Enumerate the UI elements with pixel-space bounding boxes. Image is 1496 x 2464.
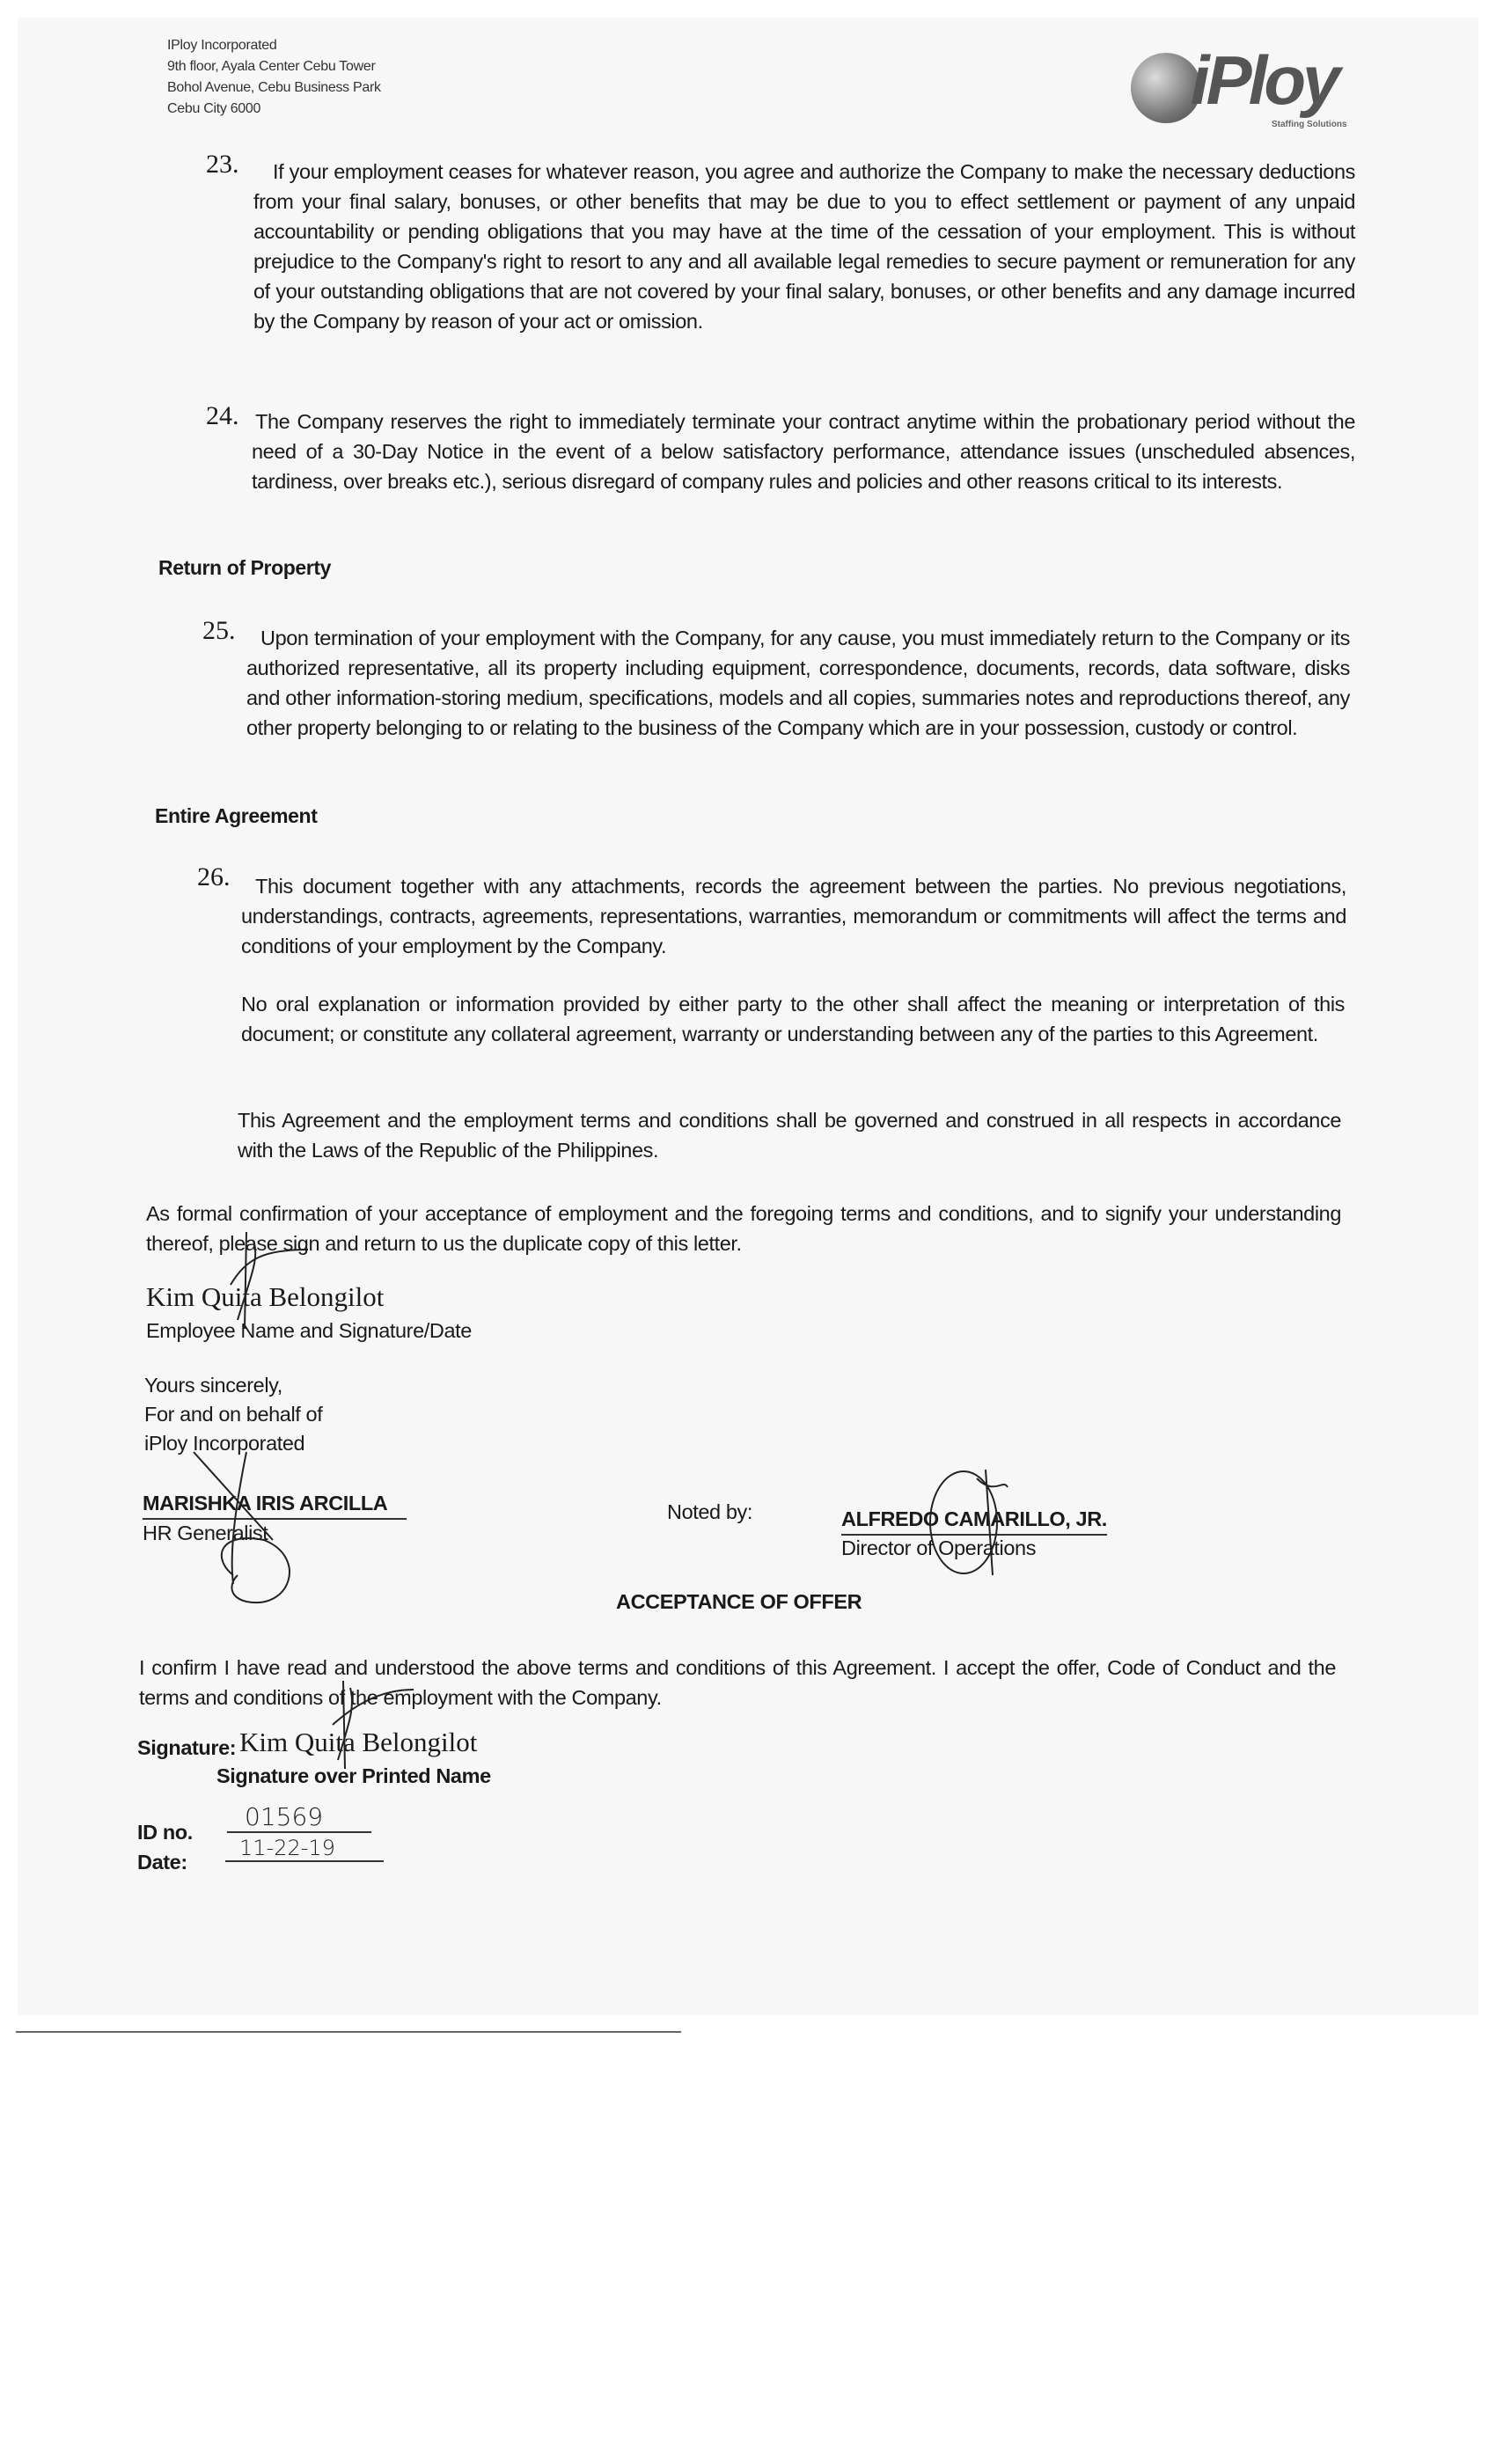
heading-acceptance: ACCEPTANCE OF OFFER xyxy=(616,1590,862,1613)
signature-name: Kim Quita Belongilot xyxy=(239,1727,478,1757)
hr-name: MARISHKA IRIS ARCILLA xyxy=(143,1489,407,1520)
governing-law-paragraph: This Agreement and the employment terms and conditions shall be governed and construed in all respects in accordance with the Laws of the Republic of the Philippines. xyxy=(238,1109,1341,1162)
noted-by-label: Noted by: xyxy=(667,1500,752,1523)
closing-line: For and on behalf of xyxy=(144,1403,323,1426)
clause-number: 24. xyxy=(206,401,239,430)
id-label: ID no. xyxy=(137,1821,193,1844)
clause-text: The Company reserves the right to immediately terminate your contract anytime within the probationary period without the need of a 30-Day Notice in the event of a below satisfactory performance, attendance issues (unscheduled absences, tardiness, over breaks etc.), serious disregard of company rules and policies and other reasons critical to its interests. xyxy=(252,410,1355,493)
hr-signature xyxy=(176,1443,334,1619)
confirmation-paragraph: As formal confirmation of your acceptance of employment and the foregoing terms and conditions, and to signify your understanding thereof, please sign and return to us the duplicate copy of this letter. xyxy=(146,1202,1341,1255)
no-oral-paragraph: No oral explanation or information provided by either party to the other shall affect the meaning or interpretation of this document; or constitute any collateral agreement, warranty or understanding between any of the parties to this Agreement. xyxy=(241,993,1345,1045)
company-address xyxy=(167,35,381,120)
logo-text: iPloy xyxy=(1191,41,1338,119)
date-label: Date: xyxy=(137,1851,187,1874)
address-line: Bohol Avenue, Cebu Business Park xyxy=(167,80,381,95)
employee-signature xyxy=(211,1223,317,1346)
company-logo xyxy=(1131,41,1368,136)
date-value: 11-22-19 xyxy=(225,1836,384,1862)
signature-label: Signature: xyxy=(137,1736,237,1759)
director-title: Director of Operations xyxy=(841,1536,1037,1559)
employee-name: Kim Quita Belongilot xyxy=(146,1281,385,1312)
clause-text: If your employment ceases for whatever reason, you agree and authorize the Company to make the necessary deductions from your final salary, bonuses, or other benefits that may be due to you to effect settlement or payment of any unpaid accountability or pending obligations that you may have at the time of the cessation of your employment. This is without prejudice to the Company's right to resort to any and all available legal remedies to secure payment or remuneration for any of your outstanding obligations that are not covered by your final salary, bonuses, or other benefits and any damage incurred by the Company by reason of your act or omission. xyxy=(253,160,1355,333)
logo-tagline: Staffing Solutions xyxy=(1272,120,1347,129)
id-value: 01569 xyxy=(227,1802,371,1833)
clause-text: This document together with any attachments, records the agreement between the parties. No previous negotiations, understandings, contracts, agreements, representations, warranties, memorandum or commitments will affect the terms and conditions of your employment by the Company. xyxy=(241,875,1346,957)
director-name: ALFREDO CAMARILLO, JR. xyxy=(841,1505,1107,1536)
closing-line: iPloy Incorporated xyxy=(144,1432,305,1455)
scan-edge-line xyxy=(16,2031,681,2033)
acceptance-signature xyxy=(326,1672,431,1786)
clause-text: Upon termination of your employment with the Company, for any cause, you must immediately return to the Company or its authorized representative, all its property including equipment, correspondence, documents, records, data software, disks and other information-storing medium, specifications, models and all copies, summaries notes and reproductions thereof, any other property belonging to or relating to the business of the Company which are in your possession, custody or control. xyxy=(246,627,1350,739)
address-line: Cebu City 6000 xyxy=(167,101,261,116)
hr-title: HR Generalist xyxy=(143,1522,268,1544)
clause-number: 26. xyxy=(197,862,231,891)
heading-entire-agreement: Entire Agreement xyxy=(155,804,318,827)
employee-caption: Employee Name and Signature/Date xyxy=(146,1319,472,1342)
clause-number: 23. xyxy=(206,150,239,179)
heading-return-of-property: Return of Property xyxy=(158,556,331,579)
clause-number: 25. xyxy=(202,616,236,645)
signature-caption: Signature over Printed Name xyxy=(216,1764,491,1787)
director-signature xyxy=(924,1461,1030,1584)
address-line: 9th floor, Ayala Center Cebu Tower xyxy=(167,59,376,74)
address-line: IPloy Incorporated xyxy=(167,38,277,53)
closing-line: Yours sincerely, xyxy=(144,1374,282,1397)
acceptance-paragraph: I confirm I have read and understood the above terms and conditions of this Agreement. I accept the offer, Code of Conduct and the terms and conditions of the employment with the Company. xyxy=(139,1656,1336,1709)
